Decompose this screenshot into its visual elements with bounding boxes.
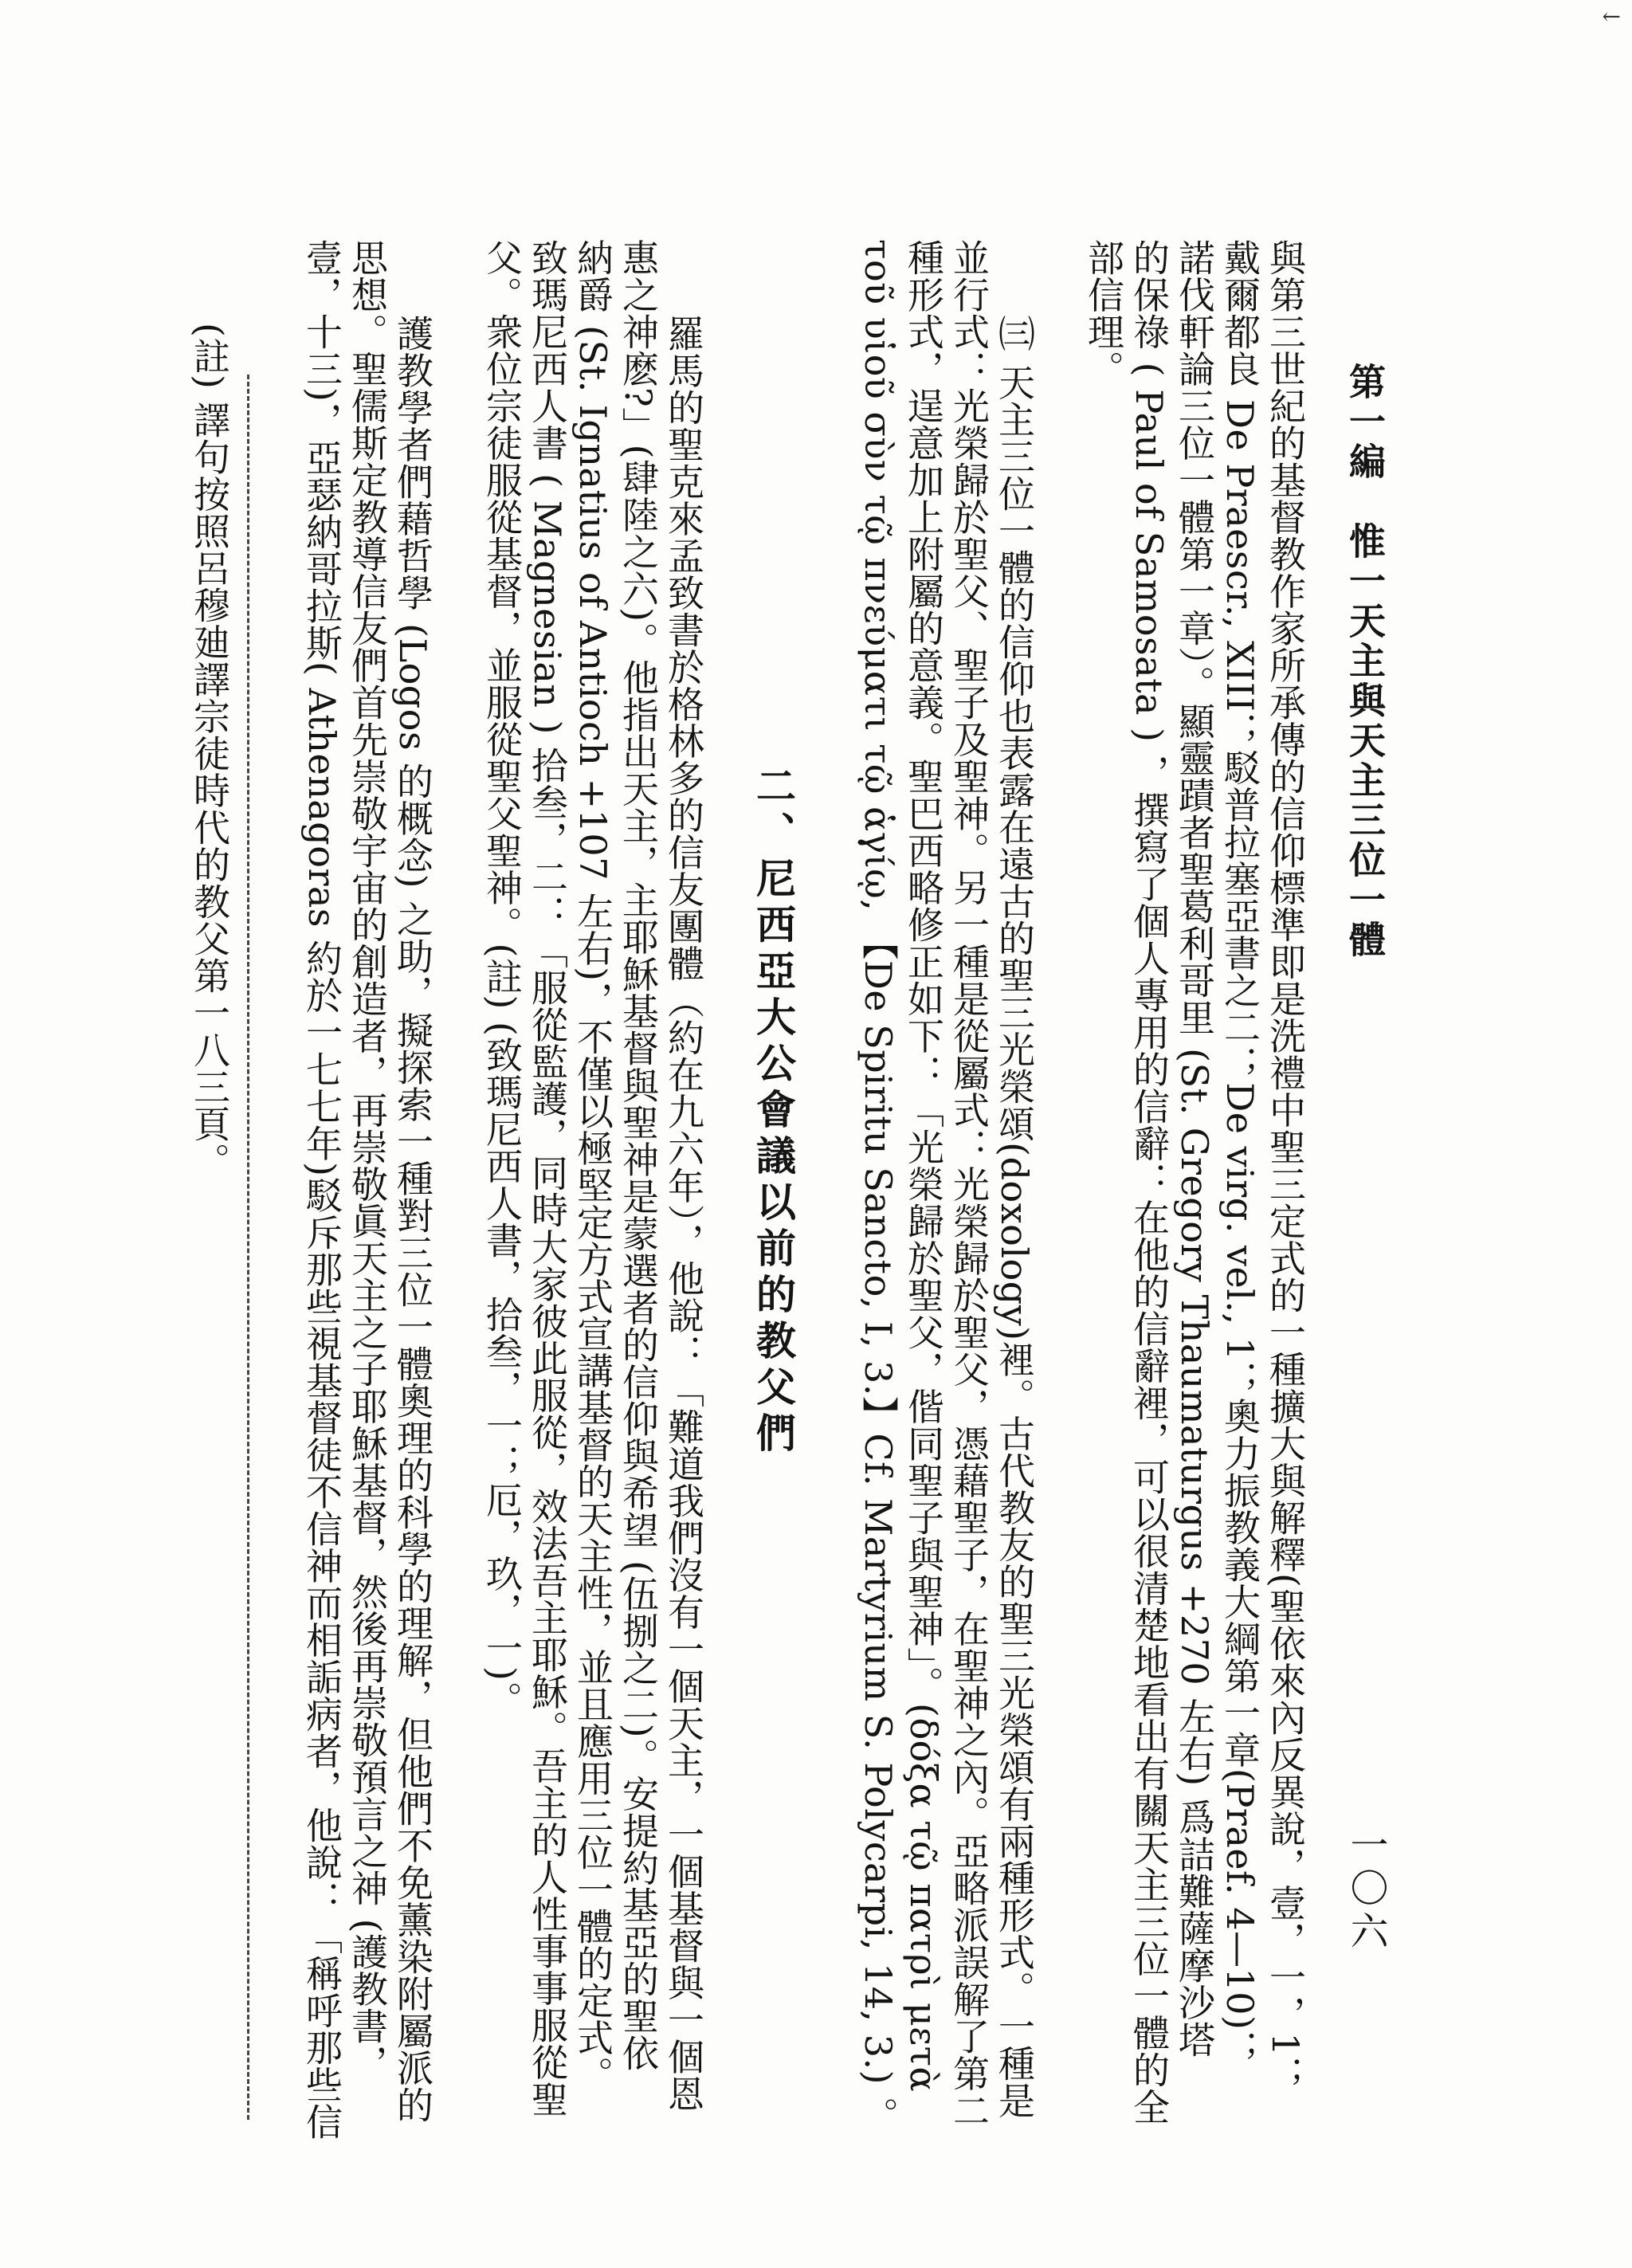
page-number: 一〇六 <box>1344 1825 1388 1954</box>
body-line-7: 並行式：光榮歸於聖父、聖子及聖神。另一種是從屬式：光榮歸於聖父，憑藉聖子，在聖神之內。亞略派誤解了第二 <box>947 239 991 2129</box>
body-line-13: 致瑪尼西人書 ( Magnesian ) 拾叁，二：「服從監護，同時大家彼此服從，效法吾主耶穌。吾主的人性事事服從聖 <box>526 239 569 2118</box>
body-line-5: 部信理。 <box>1082 239 1125 387</box>
body-line-8: 種形式，逞意加上附屬的意義。聖巴西略修正如下：「光榮歸於聖父，偕同聖子與聖神」。(δόξα τῷ πατρὶ μετὰ <box>902 239 945 2093</box>
body-line-9: τοῦ υἱοῦ σὺν τῷ πνεύματι τῷ ἁγίῳ, 【De Spiritu Sancto, I, 3.】Cf. Martyrium S. Polycarpi, 14, 3.) 。 <box>857 239 900 2134</box>
body-line-16: 思想。聖儒斯定教導信友們首先崇敬宇宙的創造者，再崇敬眞天主之子耶穌基督，然後再崇敬預言之神 (護教書， <box>346 239 389 2082</box>
body-line-14: 父。衆位宗徒服從基督，並服從聖父聖神。(註) (致瑪尼西人書，拾叁，一；厄，玖，一)。 <box>481 239 524 1718</box>
body-line-11: 惠之神麽?」(肆陸之六)。他指出天主，主耶穌基督與聖神是蒙選者的信仰與希望 (伍捌之二)。安提約基亞的聖依 <box>617 239 660 2072</box>
footnote-rule <box>247 375 249 2120</box>
footnote: (註) 譯句按照呂穆廸譯宗徒時代的教父第一八三頁。 <box>188 323 231 1180</box>
body-line-17: 壹，十三)，亞瑟納哥拉斯( Athenagoras 約於一七七年)駁斥那些視基督徒不信神而相詬病者，他說：「稱呼那些信 <box>300 239 343 2140</box>
running-title: 第一編 惟一天主與天主三位一體 <box>1344 363 1387 960</box>
body-line-12: 納爵 (St. Ignatius of Antioch +107 左右)，不僅以極堅定方式宣講基督的天主性，並且應用三位一體的定式。 <box>571 239 614 2093</box>
body-line-15: 護教學者們藉哲學 (Logos 的概念) 之助，擬探索一種對三位一體奧理的科學的理解，但他們不免薰染附屬派的 <box>391 315 434 2124</box>
body-line-6: ㈢ 天主三位一體的信仰也表露在遠古的聖三光榮頌(doxology)裡。古代教友的聖三光榮頌有兩種形式。一種是 <box>993 315 1036 2120</box>
body-line-1: 與第三世紀的基督教作家所承傳的信仰標準即是洗禮中聖三定式的一種擴大與解釋(聖依來內反異說，壹，一，1； <box>1264 239 1307 2093</box>
body-line-4: 的保祿 ( Paul of Samosata ) ，撰寫了個人專用的信辭：在他的信辭裡，可以很清楚地看出有關天主三位一體的全 <box>1128 239 1171 2126</box>
body-line-2: 戴爾都良 De Praescr., XIII；駁普拉塞亞書之二；De virg. vel., 1；奧力振教義大綱第一章(Praef. 4—10)； <box>1218 239 1261 2067</box>
corner-mark: ← <box>1602 3 1621 29</box>
body-line-10: 羅馬的聖克來孟致書於格林多的信友團體（約在九六年），他說：「難道我們沒有一個天主，一個基督與一個恩 <box>662 315 705 2113</box>
section-heading: 二、尼西亞大公會議以前的教父們 <box>750 765 797 1458</box>
body-line-3: 諾伐軒論三位一體第一章）。顯靈蹟者聖葛利哥里 (St. Gregory Thaumaturgus +270 左右) 爲詰難薩摩沙塔 <box>1173 239 1216 2058</box>
